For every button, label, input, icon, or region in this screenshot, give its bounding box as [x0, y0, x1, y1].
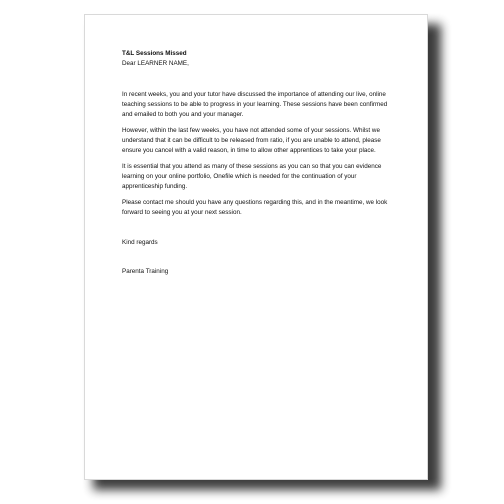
letter-page	[84, 14, 428, 480]
letter-body	[122, 49, 392, 277]
letter-closing: Kind regards	[122, 239, 158, 246]
letter-paragraph-2: However, within the last few weeks, you have not attended some of your sessions. Whilst we understand that it can be difficult to be released from ratio, if you are unable to attend, please ensure you cancel with a valid reason, in time to allow other apprentices to take your place.	[122, 127, 381, 154]
letter-greeting: Dear LEARNER NAME,	[122, 60, 189, 67]
letter-paragraph-4: Please contact me should you have any questions regarding this, and in the meantime, we look forward to seeing you at your next session.	[122, 199, 388, 216]
letter-paragraph-3: It is essential that you attend as many of these sessions as you can so that you can evidence learning on your online portfolio, Onefile which is needed for the continuation of your apprenticeship funding.	[122, 163, 382, 190]
letter-sender: Parenta Training	[122, 268, 169, 275]
letter-paragraph-1: In recent weeks, you and your tutor have discussed the importance of attending our live, online teaching sessions to be able to progress in your learning. These sessions have been confirmed and emailed to both you and your manager.	[122, 91, 388, 118]
letter-title: T&L Sessions Missed	[122, 50, 187, 57]
